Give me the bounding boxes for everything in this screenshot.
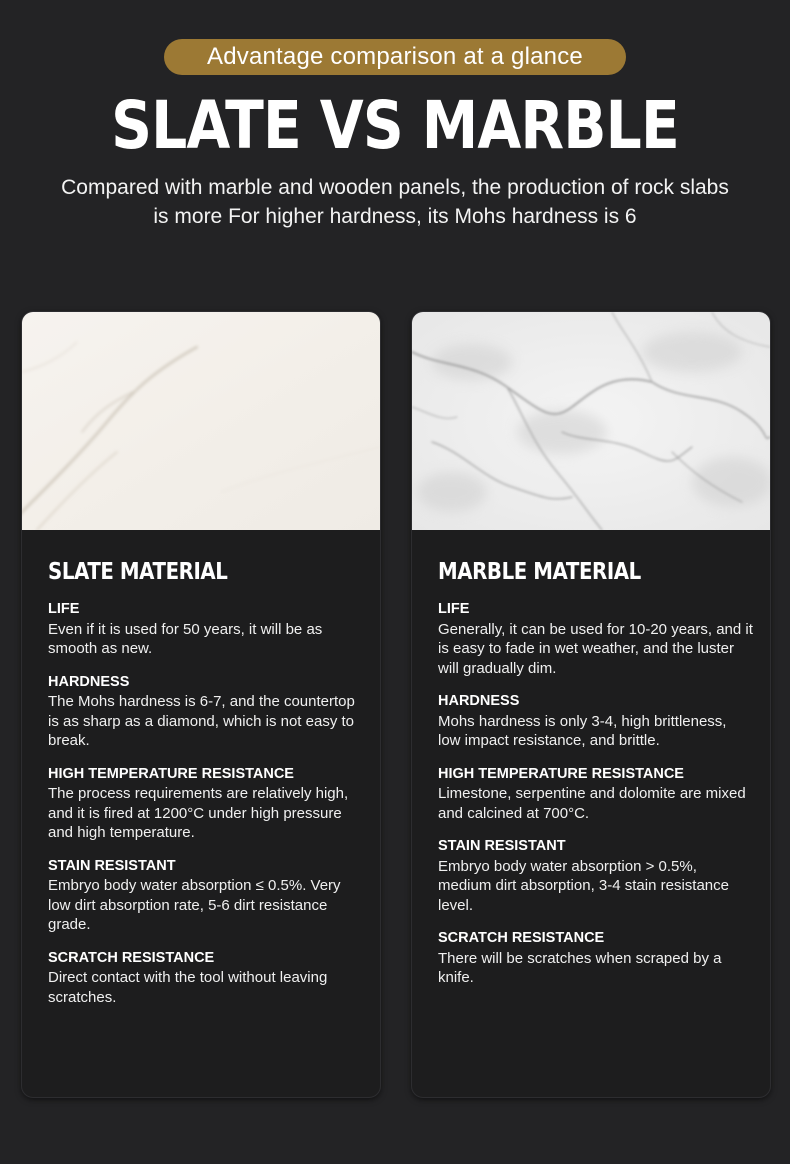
section-heading: LIFE [438, 601, 470, 617]
section-heading: SCRATCH RESISTANCE [438, 930, 605, 946]
page-title: SLATE VS MARBLE [111, 87, 679, 164]
section-heading: HIGH TEMPERATURE RESISTANCE [48, 765, 294, 782]
section-text: The process requirements are relatively high, and it is fired at 1200°C under high pressure and high temperature. [48, 785, 349, 841]
slate-title: SLATE MATERIAL [48, 559, 228, 585]
slate-life-section [48, 600, 363, 659]
marble-title: MARBLE MATERIAL [438, 559, 641, 585]
slate-hardness-section [48, 673, 363, 751]
section-heading: STAIN RESISTANT [48, 857, 176, 874]
marble-temperature-section [438, 765, 753, 824]
section-heading: SCRATCH RESISTANCE [48, 949, 215, 966]
section-text: Even if it is used for 50 years, it will be as smooth as new. [48, 620, 323, 657]
section-heading: HARDNESS [48, 673, 130, 690]
marble-hardness-section [438, 692, 753, 751]
slate-scratch-section [48, 949, 363, 1008]
slate-card [21, 311, 381, 1098]
comparison-badge: Advantage comparison at a glance [164, 39, 626, 75]
section-heading: LIFE [48, 601, 80, 617]
section-heading: STAIN RESISTANT [438, 838, 566, 854]
marble-texture-image [412, 312, 770, 530]
marble-card [411, 311, 771, 1098]
page-subtitle: Compared with marble and wooden panels, the production of rock slabs is more For higher hardness, its Mohs hardness is 6 [61, 176, 729, 228]
marble-scratch-section [438, 929, 753, 988]
section-text: Mohs hardness is only 3-4, high brittleness, low impact resistance, and brittle. [438, 712, 727, 749]
section-text: Generally, it can be used for 10-20 years, and it is easy to fade in wet weather, and the luster will gradually dim. [438, 620, 753, 677]
marble-life-section [438, 600, 753, 678]
section-heading: HIGH TEMPERATURE RESISTANCE [438, 765, 684, 782]
section-text: Embryo body water absorption > 0.5%, medium dirt absorption, 3-4 stain resistance level. [438, 857, 729, 914]
section-text: Direct contact with the tool without leaving scratches. [48, 969, 328, 1006]
slate-texture-image [22, 312, 380, 530]
section-text: Limestone, serpentine and dolomite are mixed and calcined at 700°C. [438, 785, 746, 822]
header [0, 0, 790, 300]
section-text: Embryo body water absorption ≤ 0.5%. Very low dirt absorption rate, 5-6 dirt resistance grade. [48, 877, 341, 933]
section-text: There will be scratches when scraped by a knife. [438, 949, 722, 986]
slate-temperature-section [48, 765, 363, 843]
marble-content [438, 557, 753, 1002]
slate-stain-section [48, 857, 363, 935]
marble-stain-section [438, 837, 753, 915]
section-text: The Mohs hardness is 6-7, and the countertop is as sharp as a diamond, which is not easy to break. [48, 693, 355, 749]
slate-content [48, 557, 363, 1021]
section-heading: HARDNESS [438, 693, 520, 709]
